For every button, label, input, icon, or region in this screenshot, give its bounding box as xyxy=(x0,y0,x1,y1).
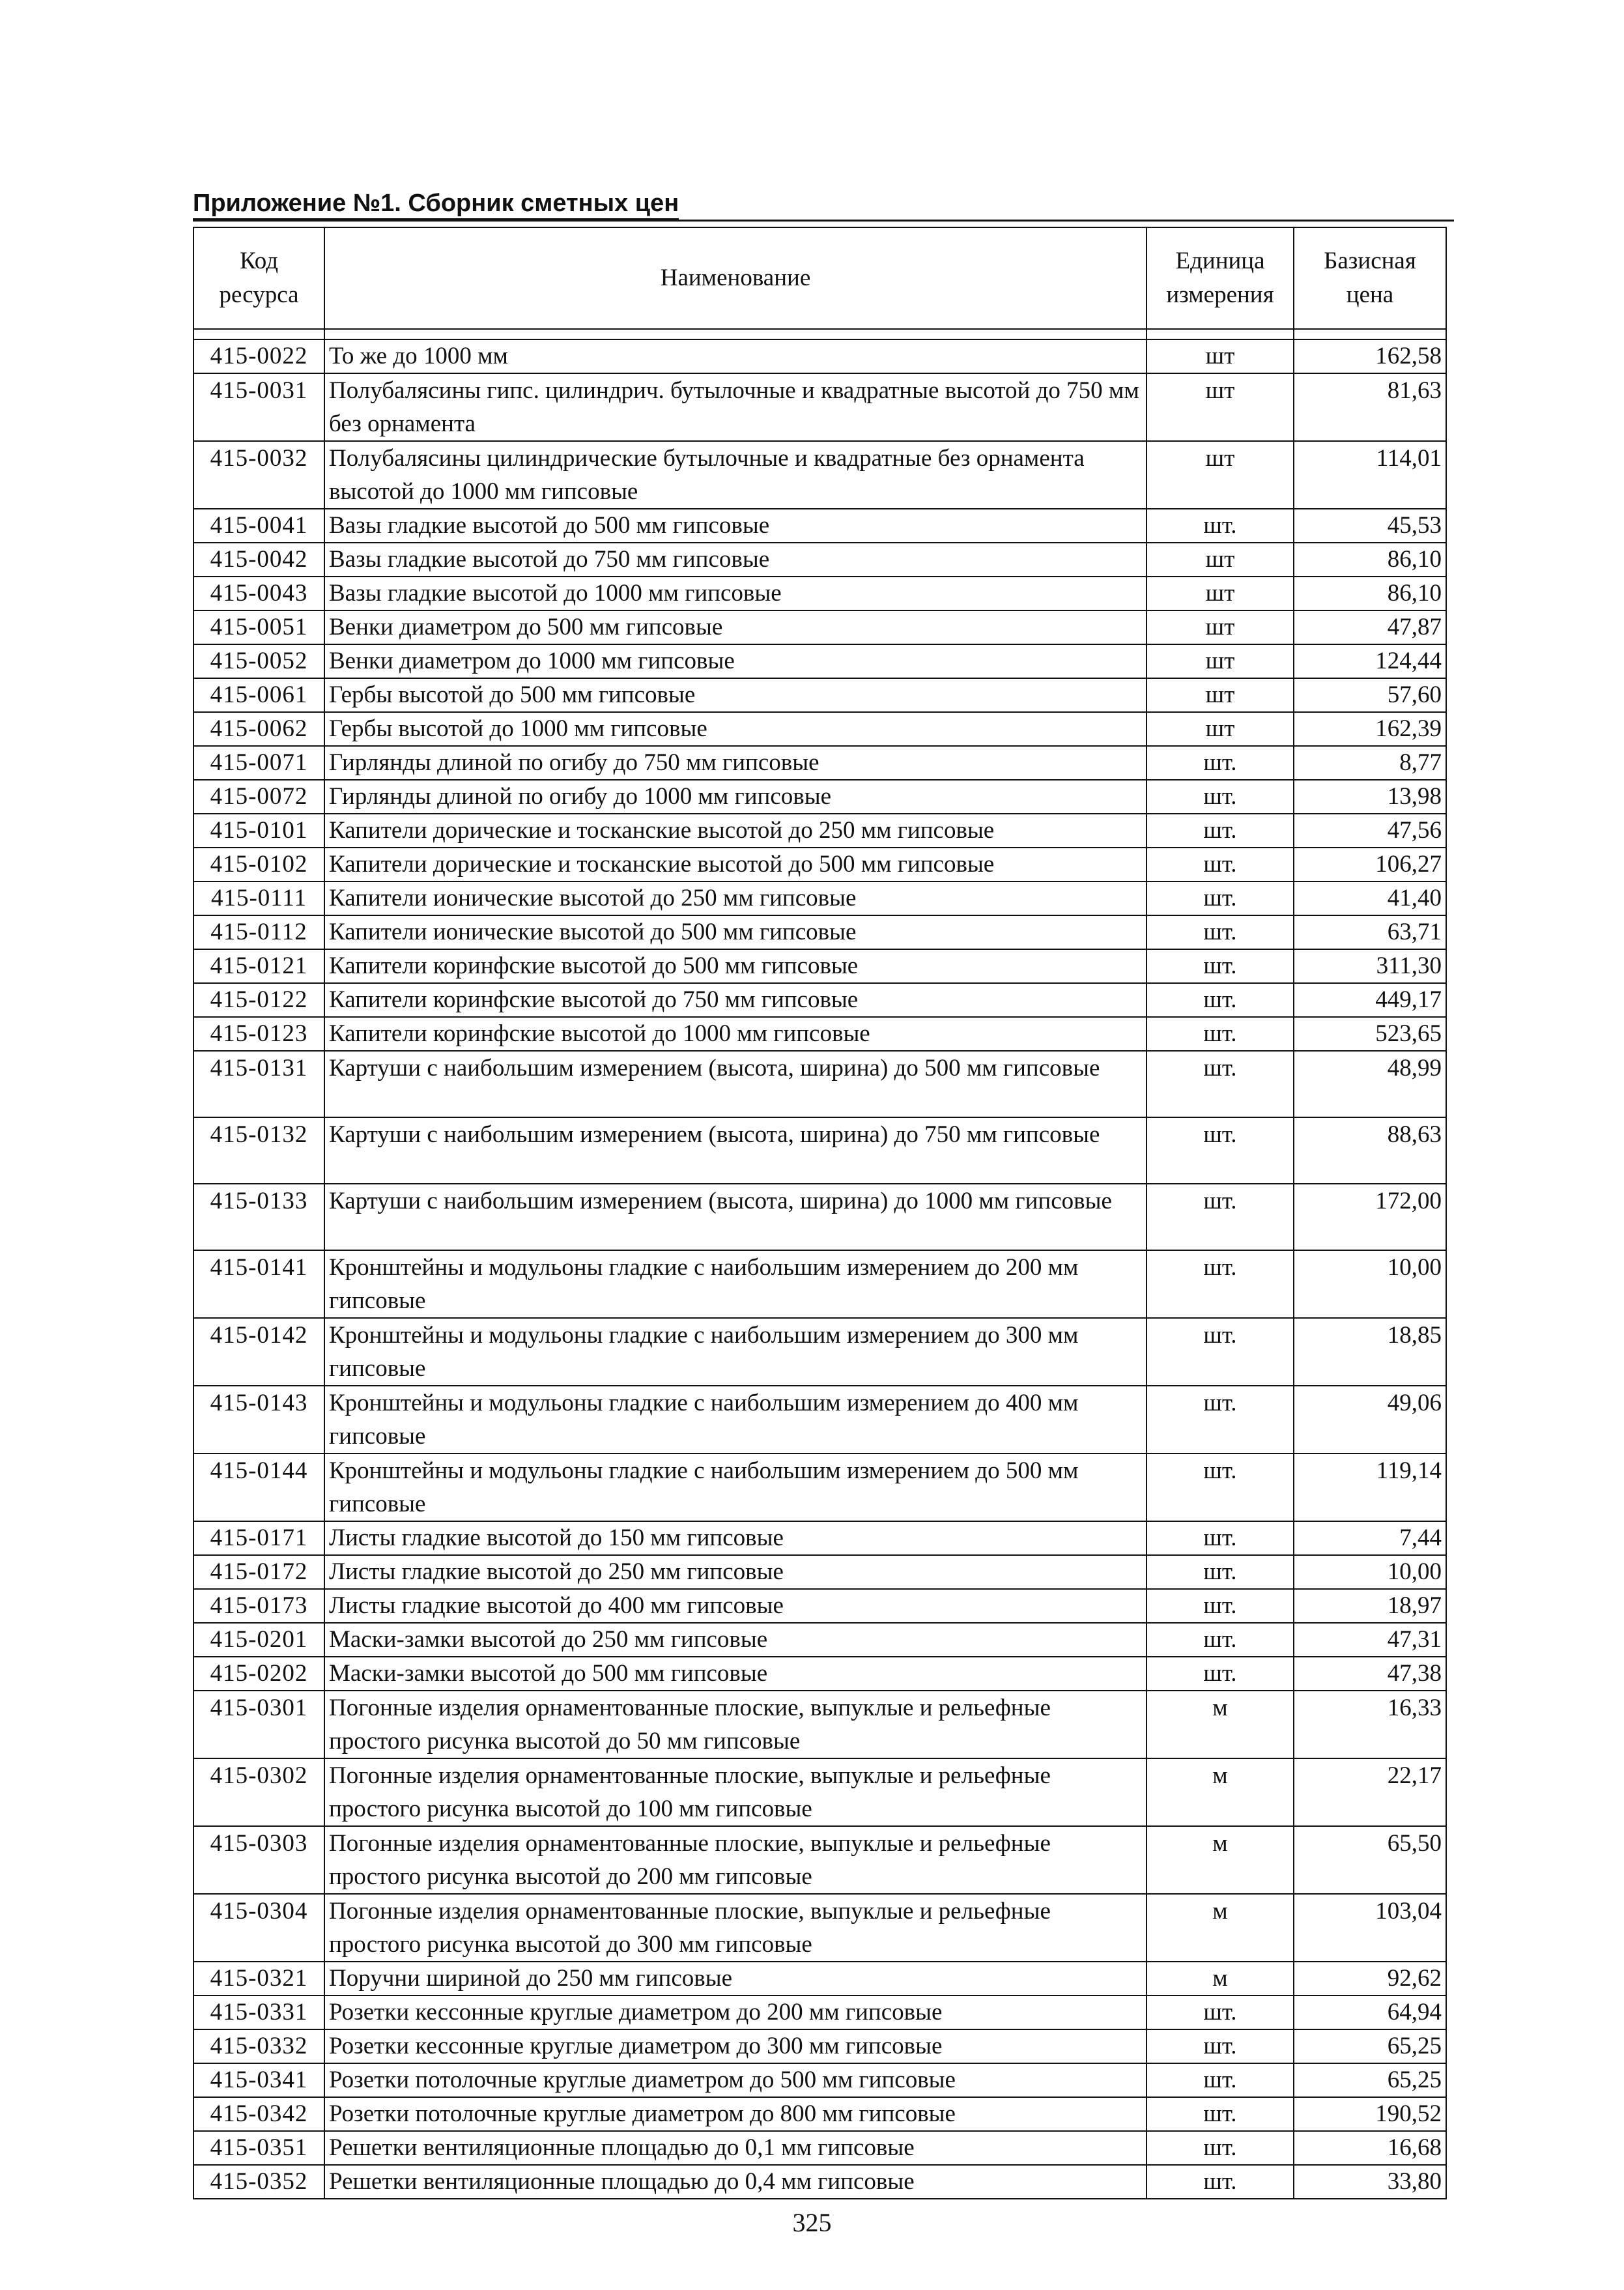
cell-code: 415-0202 xyxy=(193,1657,324,1691)
cell-name: Розетки кессонные круглые диаметром до 300 мм гипсовые xyxy=(324,2029,1147,2063)
cell-code: 415-0022 xyxy=(193,339,324,373)
cell-unit: шт xyxy=(1147,712,1294,746)
cell-unit: шт. xyxy=(1147,2029,1294,2063)
cell-code: 415-0062 xyxy=(193,712,324,746)
cell-name: Картуши с наибольшим измерением (высота, ширина) до 500 мм гипсовые xyxy=(324,1051,1147,1117)
cell-name: Вазы гладкие высотой до 750 мм гипсовые xyxy=(324,543,1147,577)
table-row xyxy=(193,610,1446,644)
cell-name: Картуши с наибольшим измерением (высота, ширина) до 1000 мм гипсовые xyxy=(324,1184,1147,1250)
cell-name: Капители коринфские высотой до 1000 мм гипсовые xyxy=(324,1017,1147,1051)
cell-name: Листы гладкие высотой до 250 мм гипсовые xyxy=(324,1555,1147,1589)
cell-price: 7,44 xyxy=(1294,1521,1446,1555)
cell-name: Гербы высотой до 1000 мм гипсовые xyxy=(324,712,1147,746)
cell-name: Маски-замки высотой до 250 мм гипсовые xyxy=(324,1623,1147,1657)
cell-code: 415-0303 xyxy=(193,1826,324,1894)
cell-code: 415-0042 xyxy=(193,543,324,577)
table-row xyxy=(193,2165,1446,2199)
table-row xyxy=(193,577,1446,610)
table-row xyxy=(193,2131,1446,2165)
cell-name: Гирлянды длиной по огибу до 750 мм гипсовые xyxy=(324,746,1147,780)
cell-name: Вазы гладкие высотой до 500 мм гипсовые xyxy=(324,509,1147,543)
column-header-code: Код ресурса xyxy=(193,227,324,329)
table-row xyxy=(193,1657,1446,1691)
cell-price: 92,62 xyxy=(1294,1962,1446,1996)
column-header-price: Базисная цена xyxy=(1294,227,1446,329)
cell-code: 415-0123 xyxy=(193,1017,324,1051)
table-row xyxy=(193,373,1446,441)
cell-unit: шт. xyxy=(1147,949,1294,983)
page-header xyxy=(193,189,1454,222)
cell-code: 415-0111 xyxy=(193,881,324,915)
cell-name: Кронштейны и модульоны гладкие с наибольшим измерением до 200 мм гипсовые xyxy=(324,1250,1147,1318)
cell-code: 415-0171 xyxy=(193,1521,324,1555)
table-row xyxy=(193,1555,1446,1589)
cell-price: 47,31 xyxy=(1294,1623,1446,1657)
cell-code: 415-0201 xyxy=(193,1623,324,1657)
cell-price: 16,33 xyxy=(1294,1691,1446,1758)
cell-name: Погонные изделия орнаментованные плоские, выпуклые и рельефные простого рисунка высотой до 200 мм гипсовые xyxy=(324,1826,1147,1894)
cell-unit: шт. xyxy=(1147,509,1294,543)
cell-price: 65,25 xyxy=(1294,2029,1446,2063)
cell-price: 49,06 xyxy=(1294,1386,1446,1453)
cell-code: 415-0341 xyxy=(193,2063,324,2097)
cell-price: 8,77 xyxy=(1294,746,1446,780)
table-row xyxy=(193,1623,1446,1657)
table-row xyxy=(193,509,1446,543)
table-row xyxy=(193,1117,1446,1184)
table-row xyxy=(193,949,1446,983)
cell-name: Кронштейны и модульоны гладкие с наибольшим измерением до 400 мм гипсовые xyxy=(324,1386,1147,1453)
cell-unit: шт. xyxy=(1147,1017,1294,1051)
cell-price: 162,58 xyxy=(1294,339,1446,373)
cell-code: 415-0043 xyxy=(193,577,324,610)
table-row xyxy=(193,1962,1446,1996)
cell-price: 88,63 xyxy=(1294,1117,1446,1184)
table-row xyxy=(193,780,1446,814)
cell-code: 415-0132 xyxy=(193,1117,324,1184)
table-row xyxy=(193,1184,1446,1250)
table-row xyxy=(193,2097,1446,2131)
cell-unit: шт. xyxy=(1147,746,1294,780)
cell-price: 86,10 xyxy=(1294,543,1446,577)
cell-price: 106,27 xyxy=(1294,848,1446,881)
cell-unit: шт xyxy=(1147,577,1294,610)
table-row xyxy=(193,1589,1446,1623)
table-row xyxy=(193,1250,1446,1318)
cell-price: 190,52 xyxy=(1294,2097,1446,2131)
cell-code: 415-0143 xyxy=(193,1386,324,1453)
table-body xyxy=(193,339,1446,2199)
cell-price: 57,60 xyxy=(1294,678,1446,712)
table-row xyxy=(193,1996,1446,2029)
cell-price: 41,40 xyxy=(1294,881,1446,915)
table-row xyxy=(193,1758,1446,1826)
cell-unit: шт. xyxy=(1147,1184,1294,1250)
cell-price: 162,39 xyxy=(1294,712,1446,746)
table-row xyxy=(193,881,1446,915)
cell-unit: шт. xyxy=(1147,1555,1294,1589)
table-row xyxy=(193,678,1446,712)
cell-name: Розетки потолочные круглые диаметром до 500 мм гипсовые xyxy=(324,2063,1147,2097)
cell-name: Венки диаметром до 1000 мм гипсовые xyxy=(324,644,1147,678)
cell-unit: шт. xyxy=(1147,915,1294,949)
cell-unit: шт. xyxy=(1147,848,1294,881)
cell-price: 523,65 xyxy=(1294,1017,1446,1051)
cell-price: 47,38 xyxy=(1294,1657,1446,1691)
header-separator-row xyxy=(193,329,1446,339)
cell-price: 33,80 xyxy=(1294,2165,1446,2199)
cell-code: 415-0141 xyxy=(193,1250,324,1318)
cell-price: 47,56 xyxy=(1294,814,1446,848)
cell-unit: шт xyxy=(1147,441,1294,509)
cell-price: 124,44 xyxy=(1294,644,1446,678)
cell-unit: шт. xyxy=(1147,780,1294,814)
cell-code: 415-0032 xyxy=(193,441,324,509)
cell-code: 415-0112 xyxy=(193,915,324,949)
cell-code: 415-0144 xyxy=(193,1453,324,1521)
cell-name: Картуши с наибольшим измерением (высота, ширина) до 750 мм гипсовые xyxy=(324,1117,1147,1184)
cell-name: Капители ионические высотой до 250 мм гипсовые xyxy=(324,881,1147,915)
table-row xyxy=(193,1453,1446,1521)
cell-code: 415-0321 xyxy=(193,1962,324,1996)
cell-unit: шт xyxy=(1147,644,1294,678)
cell-price: 10,00 xyxy=(1294,1250,1446,1318)
table-row xyxy=(193,1521,1446,1555)
cell-price: 47,87 xyxy=(1294,610,1446,644)
table-row xyxy=(193,1894,1446,1962)
cell-unit: шт xyxy=(1147,339,1294,373)
cell-name: Маски-замки высотой до 500 мм гипсовые xyxy=(324,1657,1147,1691)
table-row xyxy=(193,848,1446,881)
cell-price: 48,99 xyxy=(1294,1051,1446,1117)
cell-unit: м xyxy=(1147,1894,1294,1962)
cell-code: 415-0172 xyxy=(193,1555,324,1589)
cell-unit: шт. xyxy=(1147,881,1294,915)
table-row xyxy=(193,644,1446,678)
table-row xyxy=(193,543,1446,577)
cell-name: Гербы высотой до 500 мм гипсовые xyxy=(324,678,1147,712)
table-row xyxy=(193,441,1446,509)
table-row xyxy=(193,2029,1446,2063)
column-header-unit: Единица измерения xyxy=(1147,227,1294,329)
cell-code: 415-0101 xyxy=(193,814,324,848)
cell-price: 65,25 xyxy=(1294,2063,1446,2097)
cell-name: Капители ионические высотой до 500 мм гипсовые xyxy=(324,915,1147,949)
cell-unit: шт. xyxy=(1147,1996,1294,2029)
cell-unit: шт xyxy=(1147,678,1294,712)
cell-name: То же до 1000 мм xyxy=(324,339,1147,373)
cell-code: 415-0072 xyxy=(193,780,324,814)
page-number: 325 xyxy=(792,2208,832,2237)
table-row xyxy=(193,1017,1446,1051)
cell-code: 415-0351 xyxy=(193,2131,324,2165)
table-row xyxy=(193,1318,1446,1386)
cell-name: Гирлянды длиной по огибу до 1000 мм гипсовые xyxy=(324,780,1147,814)
table-row xyxy=(193,1051,1446,1117)
cell-unit: м xyxy=(1147,1962,1294,1996)
cell-code: 415-0121 xyxy=(193,949,324,983)
cell-price: 16,68 xyxy=(1294,2131,1446,2165)
cell-price: 103,04 xyxy=(1294,1894,1446,1962)
cell-unit: шт. xyxy=(1147,2063,1294,2097)
cell-unit: шт. xyxy=(1147,983,1294,1017)
cell-code: 415-0342 xyxy=(193,2097,324,2131)
cell-name: Погонные изделия орнаментованные плоские, выпуклые и рельефные простого рисунка высотой до 100 мм гипсовые xyxy=(324,1758,1147,1826)
cell-name: Поручни шириной до 250 мм гипсовые xyxy=(324,1962,1147,1996)
cell-code: 415-0304 xyxy=(193,1894,324,1962)
cell-name: Листы гладкие высотой до 150 мм гипсовые xyxy=(324,1521,1147,1555)
table-row xyxy=(193,712,1446,746)
cell-unit: шт xyxy=(1147,373,1294,441)
cell-unit: шт. xyxy=(1147,1250,1294,1318)
cell-unit: шт. xyxy=(1147,1657,1294,1691)
cell-unit: м xyxy=(1147,1691,1294,1758)
document-title: Приложение №1. Сборник сметных цен xyxy=(193,188,679,220)
cell-price: 18,85 xyxy=(1294,1318,1446,1386)
cell-name: Венки диаметром до 500 мм гипсовые xyxy=(324,610,1147,644)
cell-price: 22,17 xyxy=(1294,1758,1446,1826)
cell-unit: шт. xyxy=(1147,1453,1294,1521)
cell-code: 415-0061 xyxy=(193,678,324,712)
cell-code: 415-0131 xyxy=(193,1051,324,1117)
cell-name: Капители коринфские высотой до 500 мм гипсовые xyxy=(324,949,1147,983)
cell-code: 415-0051 xyxy=(193,610,324,644)
cell-unit: шт. xyxy=(1147,1117,1294,1184)
cell-code: 415-0142 xyxy=(193,1318,324,1386)
cell-unit: шт. xyxy=(1147,1589,1294,1623)
cell-code: 415-0031 xyxy=(193,373,324,441)
cell-code: 415-0071 xyxy=(193,746,324,780)
cell-name: Листы гладкие высотой до 400 мм гипсовые xyxy=(324,1589,1147,1623)
cell-name: Капители дорические и тосканские высотой до 500 мм гипсовые xyxy=(324,848,1147,881)
cell-name: Погонные изделия орнаментованные плоские, выпуклые и рельефные простого рисунка высотой до 300 мм гипсовые xyxy=(324,1894,1147,1962)
cell-code: 415-0133 xyxy=(193,1184,324,1250)
cell-unit: шт. xyxy=(1147,1051,1294,1117)
cell-name: Капители дорические и тосканские высотой до 250 мм гипсовые xyxy=(324,814,1147,848)
table-row xyxy=(193,983,1446,1017)
table-row xyxy=(193,2063,1446,2097)
table-row xyxy=(193,1386,1446,1453)
cell-name: Полубалясины цилиндрические бутылочные и квадратные без орнамента высотой до 1000 мм гипсовые xyxy=(324,441,1147,509)
cell-unit: шт xyxy=(1147,610,1294,644)
table-header xyxy=(193,227,1446,339)
cell-code: 415-0352 xyxy=(193,2165,324,2199)
cell-price: 86,10 xyxy=(1294,577,1446,610)
cell-price: 10,00 xyxy=(1294,1555,1446,1589)
cell-code: 415-0122 xyxy=(193,983,324,1017)
table-row xyxy=(193,814,1446,848)
cell-price: 45,53 xyxy=(1294,509,1446,543)
cell-price: 64,94 xyxy=(1294,1996,1446,2029)
cell-code: 415-0173 xyxy=(193,1589,324,1623)
table-row xyxy=(193,746,1446,780)
table-row xyxy=(193,1826,1446,1894)
column-header-name: Наименование xyxy=(324,227,1147,329)
cell-price: 18,97 xyxy=(1294,1589,1446,1623)
cell-unit: шт. xyxy=(1147,1623,1294,1657)
cell-code: 415-0041 xyxy=(193,509,324,543)
cell-unit: шт. xyxy=(1147,2097,1294,2131)
cell-unit: м xyxy=(1147,1758,1294,1826)
cell-name: Полубалясины гипс. цилиндрич. бутылочные и квадратные высотой до 750 мм без орнамента xyxy=(324,373,1147,441)
cell-unit: шт. xyxy=(1147,2165,1294,2199)
cell-unit: шт. xyxy=(1147,1521,1294,1555)
cell-code: 415-0331 xyxy=(193,1996,324,2029)
cell-price: 172,00 xyxy=(1294,1184,1446,1250)
cell-price: 65,50 xyxy=(1294,1826,1446,1894)
cell-price: 114,01 xyxy=(1294,441,1446,509)
cell-unit: шт xyxy=(1147,543,1294,577)
cell-name: Кронштейны и модульоны гладкие с наибольшим измерением до 500 мм гипсовые xyxy=(324,1453,1147,1521)
cell-name: Решетки вентиляционные площадью до 0,4 мм гипсовые xyxy=(324,2165,1147,2199)
cell-price: 81,63 xyxy=(1294,373,1446,441)
cell-code: 415-0301 xyxy=(193,1691,324,1758)
cell-price: 63,71 xyxy=(1294,915,1446,949)
cell-code: 415-0332 xyxy=(193,2029,324,2063)
cell-unit: шт. xyxy=(1147,814,1294,848)
cell-unit: шт. xyxy=(1147,1318,1294,1386)
table-row xyxy=(193,915,1446,949)
cell-name: Решетки вентиляционные площадью до 0,1 мм гипсовые xyxy=(324,2131,1147,2165)
cell-name: Капители коринфские высотой до 750 мм гипсовые xyxy=(324,983,1147,1017)
cell-code: 415-0102 xyxy=(193,848,324,881)
cell-unit: м xyxy=(1147,1826,1294,1894)
cell-price: 311,30 xyxy=(1294,949,1446,983)
cell-price: 449,17 xyxy=(1294,983,1446,1017)
cell-price: 119,14 xyxy=(1294,1453,1446,1521)
table-row xyxy=(193,1691,1446,1758)
cell-name: Погонные изделия орнаментованные плоские, выпуклые и рельефные простого рисунка высотой до 50 мм гипсовые xyxy=(324,1691,1147,1758)
cell-unit: шт. xyxy=(1147,1386,1294,1453)
cell-name: Вазы гладкие высотой до 1000 мм гипсовые xyxy=(324,577,1147,610)
cell-name: Розетки потолочные круглые диаметром до 800 мм гипсовые xyxy=(324,2097,1147,2131)
price-table xyxy=(193,227,1447,2199)
cell-code: 415-0052 xyxy=(193,644,324,678)
cell-unit: шт. xyxy=(1147,2131,1294,2165)
table-row xyxy=(193,339,1446,373)
cell-name: Розетки кессонные круглые диаметром до 200 мм гипсовые xyxy=(324,1996,1147,2029)
cell-price: 13,98 xyxy=(1294,780,1446,814)
cell-name: Кронштейны и модульоны гладкие с наибольшим измерением до 300 мм гипсовые xyxy=(324,1318,1147,1386)
cell-code: 415-0302 xyxy=(193,1758,324,1826)
